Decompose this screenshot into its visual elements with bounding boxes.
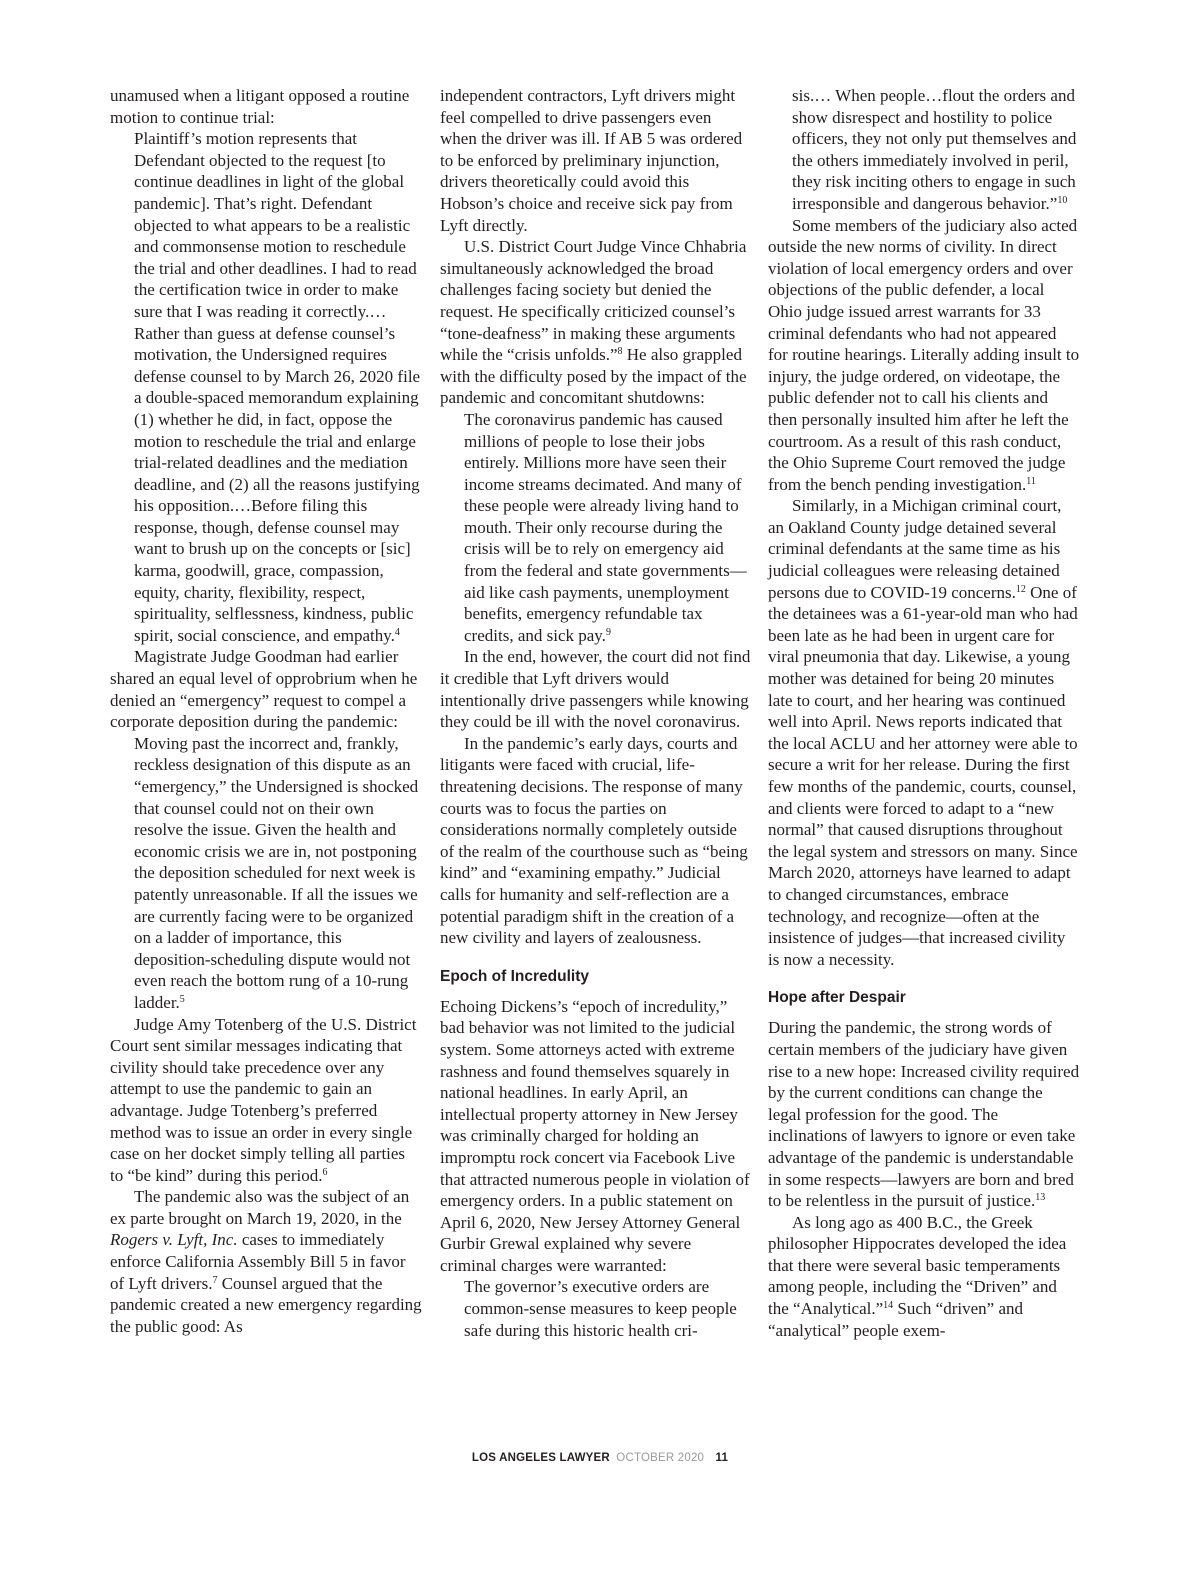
paragraph-text: Moving past the incorrect and, frankly, reckless designation of this dispute as an “emergency,” the Undersigned is shocked that counsel could not on their own resolve the issue. Given the health and economic crisis we are in, not postponing the deposition scheduled for next week is patently unreasonable. If all the issues we are currently facing were to be organized on a ladder of importance, this deposition-scheduling dispute would not even reach the bottom rung of a 10-rung ladder. (134, 733, 419, 1012)
block-quote (464, 409, 752, 647)
paragraph-text: The governor’s executive orders are common-sense measures to keep people safe during this historic health cri- (464, 1277, 737, 1340)
paragraph-text: unamused when a litigant opposed a routine motion to continue trial: (110, 86, 410, 127)
magazine-name: LOS ANGELES LAWYER (471, 1452, 610, 1464)
footnote-ref: 9 (605, 626, 611, 638)
case-name: Rogers v. Lyft, Inc. (110, 1230, 238, 1250)
issue-date: OCTOBER 2020 (616, 1452, 705, 1464)
block-quote (134, 733, 422, 1014)
footnote-ref: 10 (1057, 194, 1068, 206)
paragraph-text: One of the detainees was a 61-year-old man who had been late as he had been in urgent care for viral pneumonia that day. Likewise, a young mother was detained for being 20 minutes late to court, and her hearing was continued well into April. News reports indicated that the local ACLU and her attorney were able to secure a writ for her release. During the first few months of the pandemic, courts, counsel, and clients were forced to adapt to a “new normal” that caused disruptions throughout the legal system and stressors on many. Since March 2020, attorneys have learned to adapt to changed circumstances, embrace technology, and recognize—often at the insistence of judges—that increased civility is now a necessity. (768, 582, 1078, 969)
body-paragraph (768, 215, 1080, 496)
body-paragraph (440, 85, 752, 236)
paragraph-text: He also grappled with the difficulty posed by the impact of the pandemic and concomitant shutdowns: (440, 345, 747, 408)
block-quote (464, 1276, 752, 1341)
footnote-ref: 12 (1015, 583, 1026, 595)
paragraph-text: Judge Amy Totenberg of the U.S. District Court sent similar messages indicating that civility should take precedence over any attempt to use the pandemic to gain an advantage. Judge Totenberg’s preferred method was to issue an order in every single case on her docket simply telling all parties to “be kind” during this period. (110, 1014, 417, 1185)
footnote-ref: 4 (394, 626, 400, 638)
paragraph-text: Some members of the judiciary also acted outside the new norms of civility. In direct violation of local emergency orders and over objections of the public defender, a local Ohio judge issued arrest warrants for 33 criminal defendants who had not appeared for routine hearings. Literally adding insult to injury, the judge ordered, on videotape, the public defender not to call his clients and then personally insulted him after he left the courtroom. As a result of this rash conduct, the Ohio Supreme Court removed the judge from the bench pending investigation. (768, 215, 1080, 494)
page-number: 11 (715, 1452, 729, 1464)
footnote-ref: 7 (212, 1274, 218, 1286)
paragraph-text: U.S. District Court Judge Vince Chhabria simultaneously acknowledged the broad challenges facing society but denied the request. He specifically criticized counsel’s “tone-deafness” in making these arguments while the “crisis unfolds.” (440, 237, 747, 365)
body-paragraph (440, 236, 752, 409)
paragraph-text: In the end, however, the court did not find it credible that Lyft drivers would intentionally drive passengers while knowing they could be ill with the novel coronavirus. (440, 647, 751, 732)
paragraph-text: The pandemic also was the subject of an ex parte brought on March 19, 2020, in the (110, 1187, 410, 1228)
body-paragraph (440, 646, 752, 732)
body-paragraph (110, 85, 422, 128)
body-paragraph (440, 996, 752, 1277)
body-paragraph (110, 1014, 422, 1187)
text-column-1 (110, 85, 422, 1337)
body-paragraph (110, 646, 422, 732)
text-column-3 (768, 85, 1080, 1341)
block-quote (134, 128, 422, 646)
footnote-ref: 5 (179, 993, 185, 1005)
paragraph-text: The coronavirus pandemic has caused millions of people to lose their jobs entirely. Millions more have seen their income streams decimated. And many of these people were already living hand to mouth. Their only recourse during the crisis will be to rely on emergency aid from the federal and state governments—aid like cash payments, unemployment benefits, emergency refundable tax credits, and sick pay. (464, 409, 747, 645)
paragraph-text: cases to immediately enforce California Assembly Bill 5 in favor of Lyft drivers. (110, 1230, 406, 1293)
paragraph-text: As long ago as 400 B.C., the Greek philosopher Hippocrates developed the idea that there were several basic temperaments among people, including the “Driven” and the “Analytical.” (768, 1212, 1067, 1319)
paragraph-text: sis.… When people…flout the orders and show disrespect and hostility to police officers, they not only put themselves and the others immediately involved in peril, they risk inciting others to engage in such irresponsible and dangerous behavior.” (792, 86, 1077, 213)
body-paragraph (768, 1212, 1080, 1342)
paragraph-text: Echoing Dickens’s “epoch of incredulity,” bad behavior was not limited to the judicial system. Some attorneys acted with extreme rashness and found themselves squarely in national headlines. In early April, an intellectual property attorney in New Jersey was criminally charged for holding an impromptu rock concert via Facebook Live that attracted numerous people in violation of emergency orders. In a public statement on April 6, 2020, New Jersey Attorney General Gurbir Grewal explained why severe criminal charges were warranted: (440, 996, 750, 1275)
text-column-2 (440, 85, 752, 1341)
footnote-ref: 6 (322, 1166, 328, 1178)
section-heading: Epoch of Incredulity (440, 967, 589, 985)
paragraph-text: Such “driven” and “analytical” people exem- (768, 1299, 1023, 1340)
body-paragraph (110, 1186, 422, 1337)
paragraph-text: Counsel argued that the pandemic created a new emergency regarding the public good: As (110, 1273, 422, 1336)
page-footer (0, 1452, 1200, 1464)
footnote-ref: 8 (617, 346, 623, 358)
paragraph-text: independent contractors, Lyft drivers might feel compelled to drive passengers even when the driver was ill. If AB 5 was ordered to be enforced by preliminary injunction, drivers theoretically could avoid this Hobson’s choice and receive sick pay from Lyft directly. (440, 86, 743, 235)
paragraph-text: Similarly, in a Michigan criminal court, an Oakland County judge detained several criminal defendants at the same time as his judicial colleagues were releasing detained persons due to COVID-19 concerns. (768, 496, 1062, 602)
footnote-ref: 11 (1026, 475, 1036, 487)
paragraph-text: Plaintiff’s motion represents that Defendant objected to the request [to continue deadlines in light of the global pandemic]. That’s right. Defendant objected to what appears to be a realistic and commonsense motion to reschedule the trial and other deadlines. I had to read the certification twice in order to make sure that I was reading it correctly.… Rather than guess at defense counsel’s motivation, the Undersigned requires defense counsel to by March 26, 2020 file a double-spaced memorandum explaining (1) whether he did, in fact, oppose the motion to reschedule the trial and enlarge trial-related deadlines and the mediation deadline, and (2) all the reasons justifying his opposition.…Before filing this response, though, defense counsel may want to brush up on the concepts or [sic] karma, goodwill, grace, compassion, equity, charity, flexibility, respect, spirituality, selflessness, kindness, public spirit, social conscience, and empathy. (134, 129, 421, 645)
paragraph-text: Magistrate Judge Goodman had earlier shared an equal level of opprobrium when he denied an “emergency” request to compel a corporate deposition during the pandemic: (110, 647, 418, 732)
paragraph-text: During the pandemic, the strong words of certain members of the judiciary have given rise to a new hope: Increased civility required by the current conditions can change the legal profession for the good. The inclinations of lawyers to ignore or even take advantage of the pandemic is understandable in some respects—lawyers are born and bred to be relentless in the pursuit of justice. (768, 1018, 1080, 1211)
paragraph-text: In the pandemic’s early days, courts and litigants were faced with crucial, life-threatening decisions. The response of many courts was to focus the parties on considerations normally completely outside of the realm of the courthouse such as “being kind” and “examining empathy.” Judicial calls for humanity and self-reflection are a potential paradigm shift in the creation of a new civility and layers of zealousness. (440, 733, 748, 948)
body-paragraph (768, 1017, 1080, 1211)
body-paragraph (768, 495, 1080, 970)
block-quote (792, 85, 1080, 215)
body-paragraph (440, 733, 752, 949)
footnote-ref: 13 (1035, 1192, 1046, 1204)
section-heading: Hope after Despair (768, 989, 906, 1007)
footnote-ref: 14 (883, 1300, 894, 1312)
